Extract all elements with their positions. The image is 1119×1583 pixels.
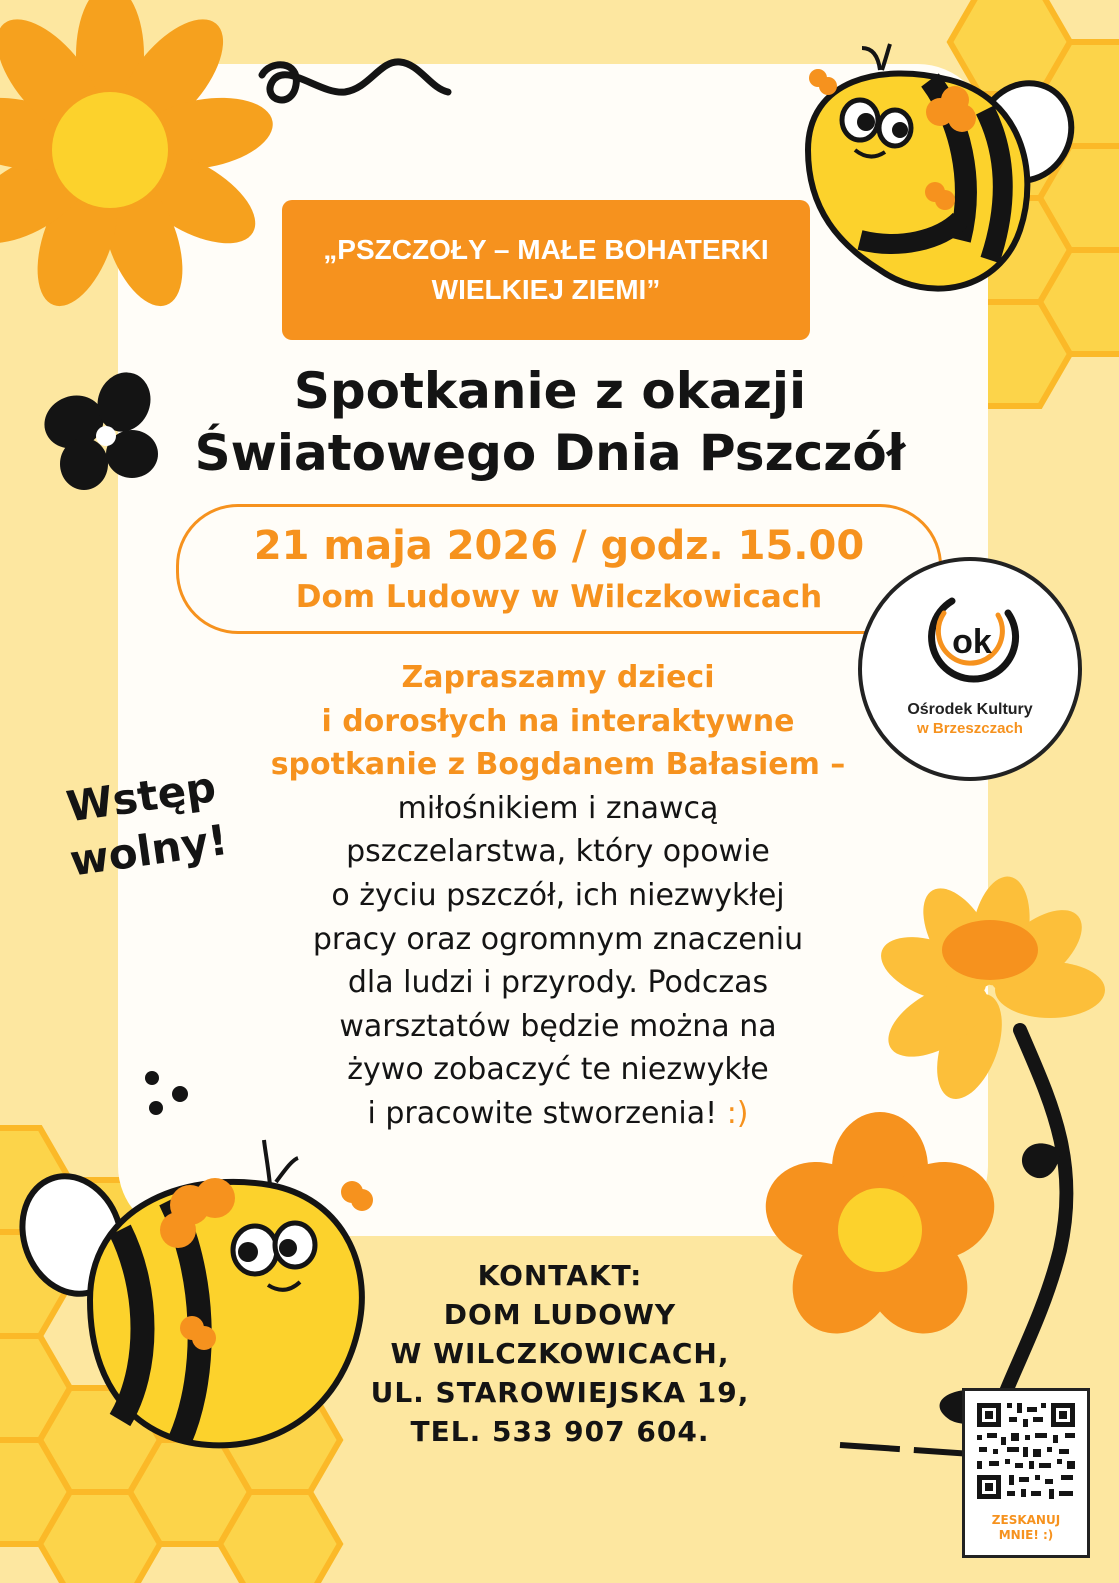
- contact-heading: KONTAKT:: [477, 1259, 643, 1292]
- flower-top-left-icon: [0, 0, 278, 317]
- qr-caption-line-1: ZESKANUJ: [991, 1513, 1061, 1527]
- date-place-badge: [176, 504, 942, 634]
- butterfly-icon: [37, 365, 159, 490]
- description-line: miłośnikiem i znawcą: [397, 790, 719, 826]
- ok-logo-icon: [912, 583, 1032, 693]
- event-date-time: 21 maja 2026 / godz. 15.00: [253, 523, 865, 569]
- contact-phone: TEL. 533 907 604.: [410, 1415, 710, 1448]
- slogan-line-2: WIELKIEJ ZIEMI”: [431, 274, 661, 305]
- description-line: warsztatów będzie można na: [339, 1008, 777, 1044]
- contact-address: UL. STAROWIEJSKA 19,: [370, 1376, 750, 1409]
- description-line: i pracowite stworzenia!: [367, 1095, 718, 1131]
- contact-line: DOM LUDOWY: [443, 1298, 677, 1331]
- qr-caption: [965, 1513, 1087, 1543]
- free-entry-line-2: wolny!: [66, 814, 231, 886]
- description-line: o życiu pszczół, ich niezwykłej: [331, 877, 785, 913]
- logo-org-place: w Brzeszczach: [917, 720, 1023, 737]
- description-line: Zapraszamy dzieci: [401, 660, 715, 695]
- logo-mark: ok: [952, 623, 992, 661]
- description-line: żywo zobaczyć te niezwykłe: [347, 1052, 769, 1088]
- slogan-line-1: „PSZCZOŁY – MAŁE BOHATERKI: [323, 234, 769, 265]
- flower-bottom-right-icon: [753, 1112, 1007, 1354]
- event-description: [218, 656, 898, 1136]
- logo-org-name: Ośrodek Kultury: [907, 701, 1033, 718]
- bee-top-right-icon: [808, 44, 1089, 289]
- description-line: i dorosłych na interaktywne: [321, 703, 795, 739]
- description-line: dla ludzi i przyrody. Podczas: [347, 965, 769, 1001]
- squiggle-icon: [262, 62, 448, 100]
- title-line-2: Światowego Dnia Pszczół: [194, 424, 906, 482]
- contact-info: [350, 1256, 770, 1451]
- daisy-icon: [872, 872, 1105, 1108]
- free-entry-line-1: Wstęp: [63, 762, 219, 832]
- qr-code-card[interactable]: [962, 1388, 1090, 1558]
- description-line: spotkanie z Bogdanem Bałasiem –: [270, 747, 846, 783]
- dots-icon: [145, 1071, 188, 1115]
- flower-stem-icon: [990, 1030, 1066, 1440]
- bee-bottom-left-icon: [6, 1140, 373, 1445]
- title-line-1: Spotkanie z okazji: [293, 362, 807, 420]
- qr-caption-line-2: MNIE! :): [998, 1528, 1054, 1542]
- description-last-line: [218, 1092, 898, 1136]
- event-place: Dom Ludowy w Wilczkowicach: [295, 579, 823, 615]
- smile-emoticon: :): [726, 1095, 749, 1131]
- description-line: pracy oraz ogromnym znaczeniu: [312, 921, 804, 957]
- event-slogan-banner: [282, 200, 810, 340]
- contact-line: W WILCZKOWICACH,: [390, 1337, 730, 1370]
- qr-code-icon[interactable]: [965, 1391, 1087, 1509]
- description-line: pszczelarstwa, który opowie: [346, 834, 770, 870]
- page-title: [150, 360, 950, 484]
